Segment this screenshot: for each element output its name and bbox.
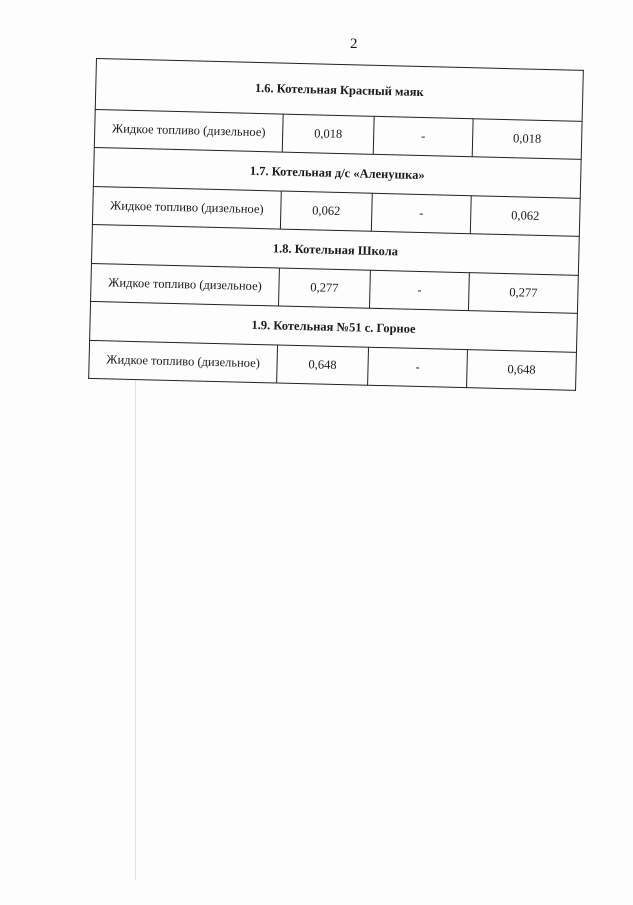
scan-artifact	[135, 380, 136, 880]
fuel-type: Жидкое топливо (дизельное)	[94, 109, 283, 152]
section-title: 1.6. Котельная Красный маяк	[95, 59, 583, 122]
value-1: 0,062	[280, 191, 372, 231]
section-title: 1.9. Котельная №51 с. Горное	[90, 301, 578, 352]
value-3: 0,018	[472, 119, 582, 160]
value-2: -	[371, 193, 471, 233]
page-number: 2	[350, 36, 358, 52]
section-title: 1.7. Котельная д/с «Аленушка»	[93, 147, 581, 198]
value-2: -	[373, 116, 473, 156]
value-3: 0,648	[467, 350, 577, 391]
fuel-table	[88, 58, 584, 391]
value-2: -	[369, 270, 469, 310]
value-1: 0,018	[282, 114, 374, 154]
fuel-type: Жидкое топливо (дизельное)	[89, 340, 278, 383]
value-3: 0,277	[468, 273, 578, 314]
fuel-type: Жидкое топливо (дизельное)	[92, 186, 281, 229]
value-3: 0,062	[470, 196, 580, 237]
value-1: 0,277	[278, 268, 370, 308]
value-2: -	[368, 347, 468, 387]
section-title: 1.8. Котельная Школа	[91, 224, 579, 275]
fuel-type: Жидкое топливо (дизельное)	[91, 263, 280, 306]
value-1: 0,648	[277, 345, 369, 385]
